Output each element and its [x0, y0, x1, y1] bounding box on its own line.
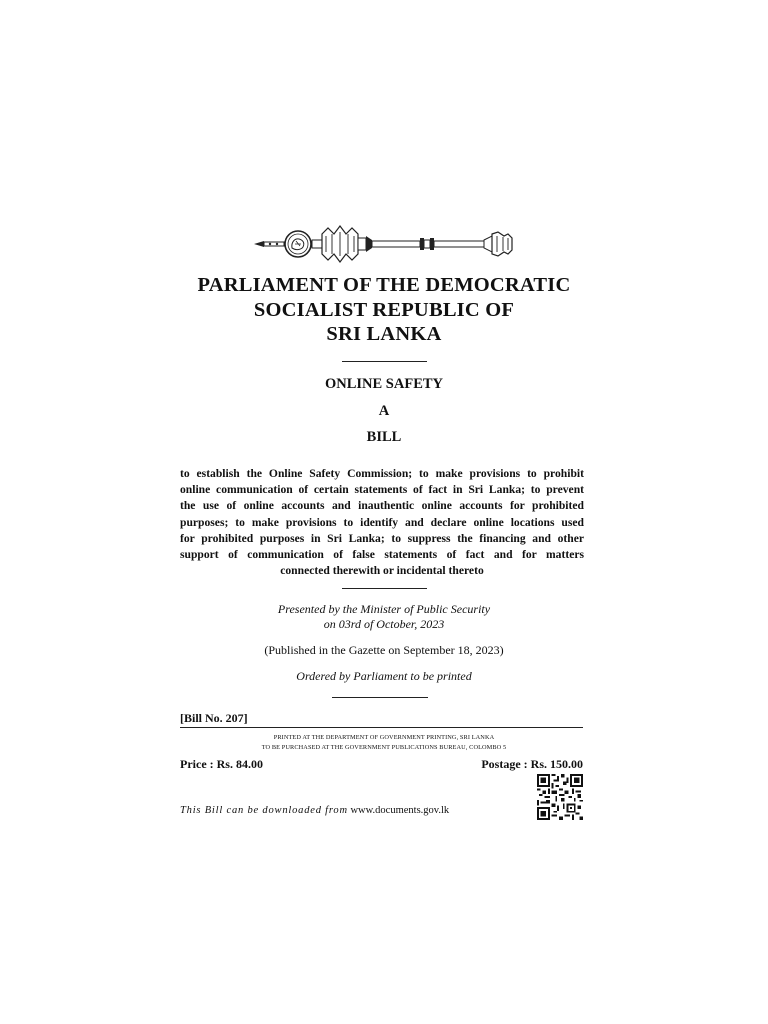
price: Price : Rs. 84.00: [180, 757, 263, 771]
long-title-line: support of communication of false statements of fact and for matters: [180, 548, 584, 562]
ordered-printed-note: Ordered by Parliament to be printed: [296, 669, 472, 683]
footer-rule: [180, 727, 583, 728]
parliament-title-line-1: PARLIAMENT OF THE DEMOCRATIC: [197, 274, 571, 296]
presented-by-line-1: Presented by the Minister of Public Security: [277, 602, 491, 616]
bill-name: ONLINE SAFETY: [324, 376, 444, 392]
divider-rule: [342, 361, 427, 362]
long-title-line: purposes; to make provisions to identify and declare online locations used: [180, 515, 584, 529]
long-title-line: to establish the Online Safety Commission; to make provisions to prohibit: [180, 467, 584, 480]
long-title-line: the use of online accounts and inauthentic online accounts for prohibited: [180, 499, 584, 513]
postage: Postage : Rs. 150.00: [481, 757, 583, 771]
presented-by-line-2: on 03rd of October, 2023: [323, 617, 445, 631]
download-prefix: This Bill can be downloaded from: [180, 805, 348, 816]
bill-article: A: [378, 403, 390, 419]
parliament-title-line-2: SOCIALIST REPUBLIC OF: [253, 299, 515, 321]
printer-line-2: TO BE PURCHASED AT THE GOVERNMENT PUBLICATIONS BUREAU, COLOMBO 5: [261, 744, 507, 751]
download-note: [180, 805, 449, 816]
long-title-line: connected therewith or incidental thereto: [280, 564, 484, 578]
divider-rule: [342, 588, 427, 589]
long-title-line: online communication of certain statements of fact in Sri Lanka; to prevent: [180, 483, 584, 497]
parliament-mace-emblem: [250, 222, 516, 266]
long-title: [180, 466, 584, 579]
divider-rule: [332, 697, 428, 698]
bill-word: BILL: [366, 429, 402, 445]
parliament-title-line-3: SRI LANKA: [326, 323, 442, 345]
printer-line-1: PRINTED AT THE DEPARTMENT OF GOVERNMENT PRINTING, SRI LANKA: [273, 734, 495, 741]
bill-number: [Bill No. 207]: [180, 711, 248, 725]
gazette-publication-note: (Published in the Gazette on September 18, 2023): [264, 643, 504, 657]
long-title-line: for prohibited purposes in Sri Lanka; to suppress the financing and other: [180, 531, 584, 545]
download-url[interactable]: www.documents.gov.lk: [350, 805, 450, 816]
qr-code: [537, 774, 583, 820]
